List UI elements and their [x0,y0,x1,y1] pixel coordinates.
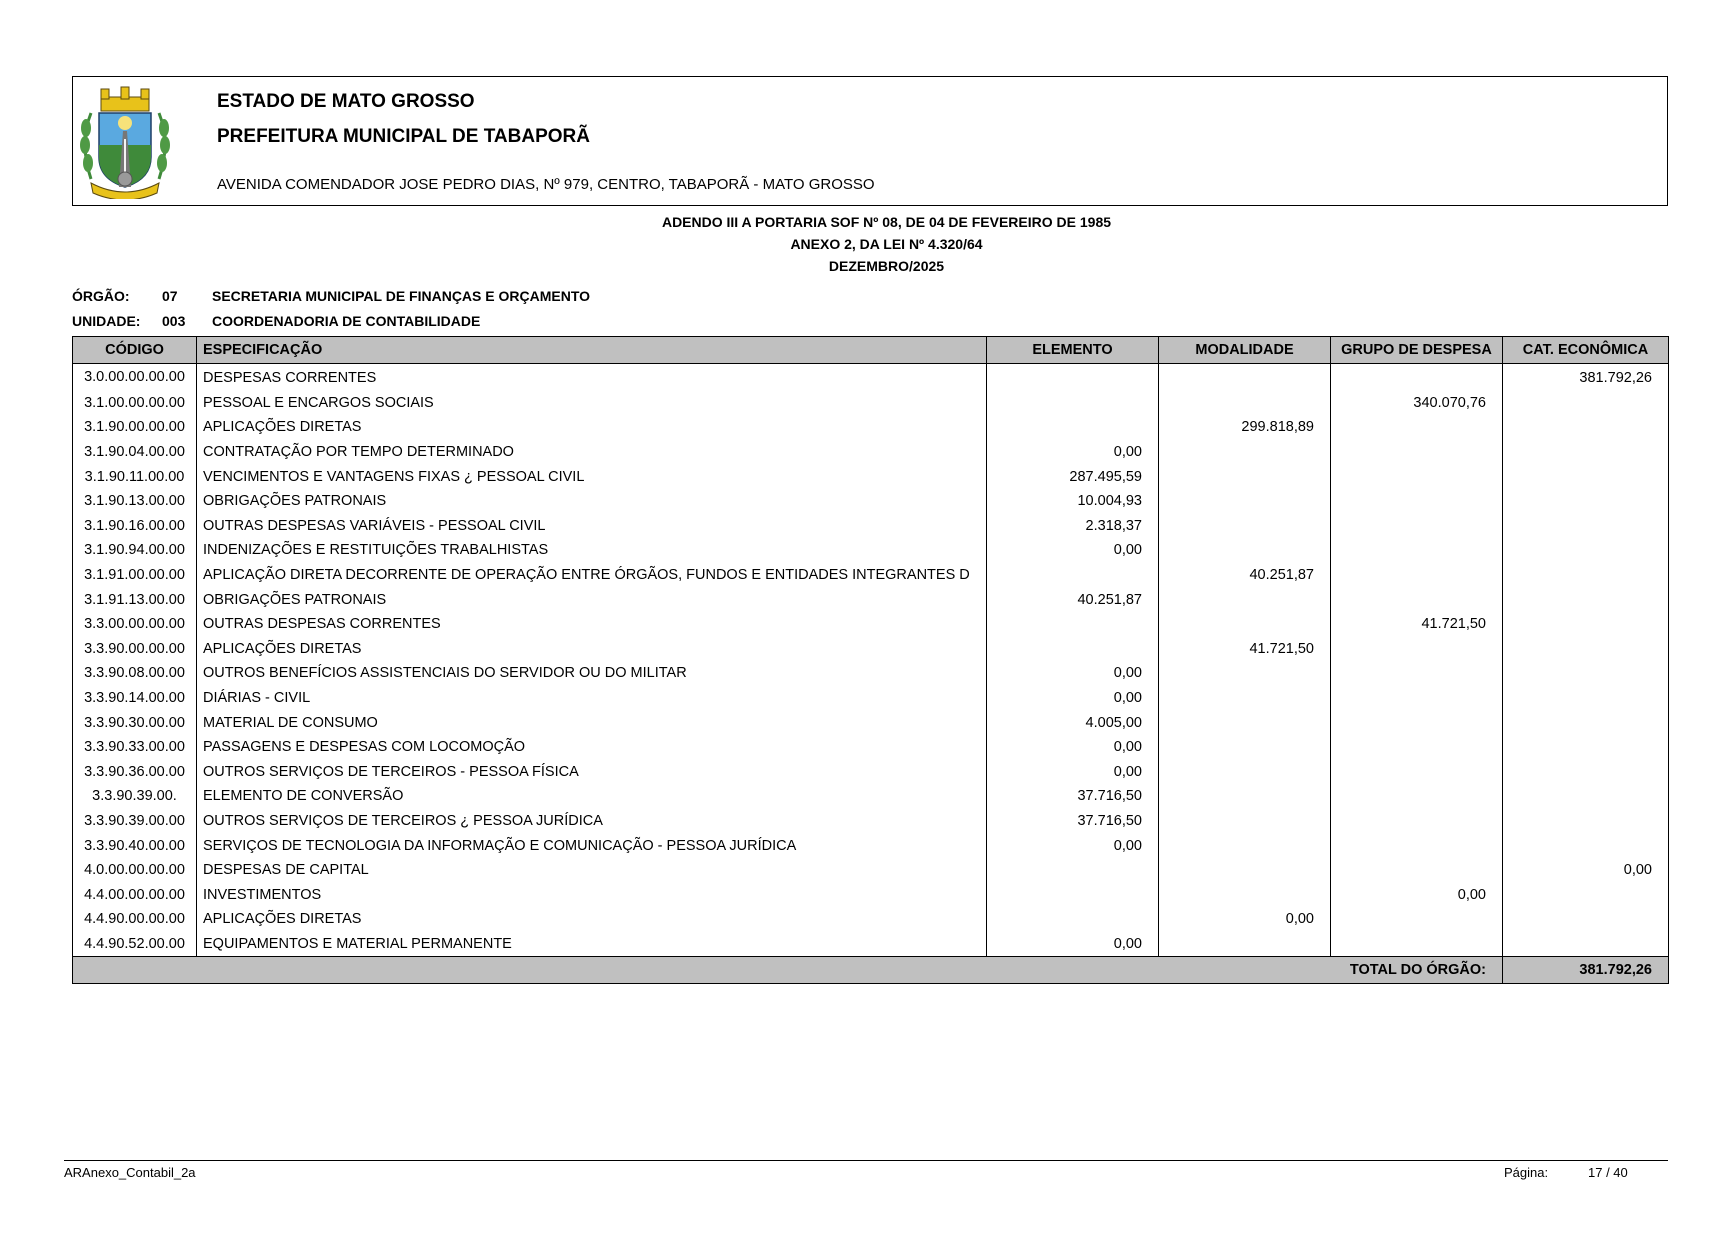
row-description: APLICAÇÃO DIRETA DECORRENTE DE OPERAÇÃO ENTRE ÓRGÃOS, FUNDOS E ENTIDADES INTEGRANTES D [197,563,987,588]
row-code: 3.1.90.00.00.00 [73,415,197,440]
row-code: 3.3.90.33.00.00 [73,735,197,760]
row-elemento: 37.716,50 [987,809,1159,834]
row-modalidade [1159,760,1331,785]
table-row [73,784,1669,809]
column-header-modalidade: MODALIDADE [1159,337,1331,364]
table-header-row [73,337,1669,364]
expense-table [72,336,1669,984]
row-description: INDENIZAÇÕES E RESTITUIÇÕES TRABALHISTAS [197,538,987,563]
row-grupo-despesa [1331,440,1503,465]
row-modalidade [1159,710,1331,735]
row-code: 3.3.90.08.00.00 [73,661,197,686]
row-grupo-despesa [1331,809,1503,834]
row-elemento: 4.005,00 [987,710,1159,735]
row-cat-economica [1503,882,1669,907]
row-cat-economica [1503,538,1669,563]
row-description: INVESTIMENTOS [197,882,987,907]
row-grupo-despesa [1331,538,1503,563]
row-modalidade [1159,391,1331,416]
row-description: APLICAÇÕES DIRETAS [197,637,987,662]
row-modalidade [1159,464,1331,489]
row-elemento [987,858,1159,883]
row-code: 3.1.90.11.00.00 [73,464,197,489]
column-header-especificacao: ESPECIFICAÇÃO [197,337,987,364]
row-code: 3.1.90.13.00.00 [73,489,197,514]
row-modalidade [1159,735,1331,760]
row-elemento: 2.318,37 [987,514,1159,539]
row-elemento [987,907,1159,932]
row-elemento [987,391,1159,416]
row-grupo-despesa [1331,464,1503,489]
row-elemento [987,612,1159,637]
row-elemento [987,882,1159,907]
municipality-name: PREFEITURA MUNICIPAL DE TABAPORÃ [217,126,590,147]
row-modalidade [1159,514,1331,539]
row-grupo-despesa [1331,833,1503,858]
address: AVENIDA COMENDADOR JOSE PEDRO DIAS, Nº 979, CENTRO, TABAPORÃ - MATO GROSSO [217,176,875,193]
row-modalidade [1159,784,1331,809]
row-description: OUTROS SERVIÇOS DE TERCEIROS ¿ PESSOA JURÍDICA [197,809,987,834]
column-header-cat-economica: CAT. ECONÔMICA [1503,337,1669,364]
row-grupo-despesa [1331,563,1503,588]
table-row [73,858,1669,883]
row-grupo-despesa [1331,710,1503,735]
row-code: 3.3.90.40.00.00 [73,833,197,858]
page-number: 17 / 40 [1588,1165,1628,1180]
row-cat-economica [1503,661,1669,686]
title-line-1: ADENDO III A PORTARIA SOF Nº 08, DE 04 DE FEVEREIRO DE 1985 [661,214,1112,230]
row-elemento: 0,00 [987,686,1159,711]
row-grupo-despesa [1331,587,1503,612]
row-cat-economica [1503,809,1669,834]
row-code: 3.3.90.30.00.00 [73,710,197,735]
column-header-codigo: CÓDIGO [73,337,197,364]
row-description: DESPESAS CORRENTES [197,364,987,391]
table-row [73,809,1669,834]
table-row [73,686,1669,711]
table-row [73,710,1669,735]
table-row [73,538,1669,563]
orgao-label: ÓRGÃO: [72,288,130,304]
row-grupo-despesa: 340.070,76 [1331,391,1503,416]
row-description: DESPESAS DE CAPITAL [197,858,987,883]
row-cat-economica [1503,833,1669,858]
row-grupo-despesa [1331,514,1503,539]
report-titles [0,211,1725,277]
row-description: DIÁRIAS - CIVIL [197,686,987,711]
row-cat-economica [1503,440,1669,465]
total-label: TOTAL DO ÓRGÃO: [73,957,1503,984]
unidade-name: COORDENADORIA DE CONTABILIDADE [212,313,481,329]
row-modalidade [1159,587,1331,612]
row-modalidade [1159,489,1331,514]
row-code: 4.4.90.52.00.00 [73,932,197,957]
table-row [73,612,1669,637]
table-row [73,514,1669,539]
table-row [73,907,1669,932]
row-grupo-despesa [1331,661,1503,686]
row-grupo-despesa [1331,858,1503,883]
row-description: PASSAGENS E DESPESAS COM LOCOMOÇÃO [197,735,987,760]
row-elemento: 0,00 [987,735,1159,760]
coat-of-arms-logo [77,83,173,199]
row-modalidade [1159,833,1331,858]
row-description: OUTRAS DESPESAS VARIÁVEIS - PESSOAL CIVIL [197,514,987,539]
total-value: 381.792,26 [1503,957,1669,984]
row-modalidade [1159,686,1331,711]
row-code: 3.1.90.16.00.00 [73,514,197,539]
row-elemento: 287.495,59 [987,464,1159,489]
row-grupo-despesa [1331,364,1503,391]
row-modalidade: 299.818,89 [1159,415,1331,440]
table-row [73,882,1669,907]
row-description: PESSOAL E ENCARGOS SOCIAIS [197,391,987,416]
state-name: ESTADO DE MATO GROSSO [217,91,475,112]
row-grupo-despesa [1331,637,1503,662]
row-code: 3.1.90.04.00.00 [73,440,197,465]
title-line-2: ANEXO 2, DA LEI Nº 4.320/64 [790,236,983,252]
row-elemento: 0,00 [987,932,1159,957]
row-cat-economica: 0,00 [1503,858,1669,883]
row-description: SERVIÇOS DE TECNOLOGIA DA INFORMAÇÃO E COMUNICAÇÃO - PESSOA JURÍDICA [197,833,987,858]
row-cat-economica [1503,907,1669,932]
row-grupo-despesa [1331,760,1503,785]
row-code: 3.3.90.39.00. [73,784,197,809]
table-row [73,364,1669,391]
orgao-name: SECRETARIA MUNICIPAL DE FINANÇAS E ORÇAMENTO [212,288,591,304]
row-cat-economica [1503,760,1669,785]
row-grupo-despesa [1331,932,1503,957]
row-cat-economica [1503,735,1669,760]
row-code: 3.3.90.14.00.00 [73,686,197,711]
table-row [73,391,1669,416]
row-code: 3.3.90.36.00.00 [73,760,197,785]
row-modalidade [1159,809,1331,834]
table-row [73,760,1669,785]
row-grupo-despesa [1331,415,1503,440]
row-description: ELEMENTO DE CONVERSÃO [197,784,987,809]
row-code: 4.0.00.00.00.00 [73,858,197,883]
title-line-3: DEZEMBRO/2025 [828,258,945,274]
row-description: CONTRATAÇÃO POR TEMPO DETERMINADO [197,440,987,465]
row-elemento: 0,00 [987,833,1159,858]
footer-divider [64,1160,1668,1161]
row-code: 3.1.91.00.00.00 [73,563,197,588]
row-cat-economica [1503,587,1669,612]
row-elemento: 40.251,87 [987,587,1159,612]
row-cat-economica [1503,637,1669,662]
row-elemento: 0,00 [987,538,1159,563]
row-grupo-despesa [1331,686,1503,711]
row-cat-economica [1503,710,1669,735]
row-elemento: 37.716,50 [987,784,1159,809]
row-modalidade [1159,612,1331,637]
row-code: 3.1.00.00.00.00 [73,391,197,416]
row-cat-economica [1503,612,1669,637]
row-modalidade [1159,858,1331,883]
row-code: 4.4.00.00.00.00 [73,882,197,907]
row-modalidade [1159,882,1331,907]
row-modalidade: 41.721,50 [1159,637,1331,662]
row-description: OUTRAS DESPESAS CORRENTES [197,612,987,637]
row-grupo-despesa [1331,735,1503,760]
row-cat-economica [1503,514,1669,539]
table-row [73,440,1669,465]
row-elemento [987,637,1159,662]
row-modalidade [1159,538,1331,563]
row-cat-economica [1503,784,1669,809]
row-description: EQUIPAMENTOS E MATERIAL PERMANENTE [197,932,987,957]
row-description: VENCIMENTOS E VANTAGENS FIXAS ¿ PESSOAL CIVIL [197,464,987,489]
row-code: 3.3.90.39.00.00 [73,809,197,834]
row-grupo-despesa [1331,489,1503,514]
row-modalidade [1159,661,1331,686]
row-elemento [987,563,1159,588]
row-code: 3.1.90.94.00.00 [73,538,197,563]
row-description: OBRIGAÇÕES PATRONAIS [197,587,987,612]
table-row [73,932,1669,957]
report-name: ARAnexo_Contabil_2a [64,1165,196,1180]
row-modalidade [1159,364,1331,391]
row-grupo-despesa [1331,907,1503,932]
unidade-code: 003 [162,313,186,329]
table-row [73,587,1669,612]
page-label: Página: [1504,1165,1549,1180]
letterhead [72,76,1668,206]
row-cat-economica [1503,464,1669,489]
row-code: 4.4.90.00.00.00 [73,907,197,932]
row-grupo-despesa: 0,00 [1331,882,1503,907]
row-modalidade [1159,440,1331,465]
row-modalidade: 0,00 [1159,907,1331,932]
row-cat-economica [1503,686,1669,711]
row-description: OBRIGAÇÕES PATRONAIS [197,489,987,514]
row-grupo-despesa: 41.721,50 [1331,612,1503,637]
row-elemento [987,364,1159,391]
row-description: MATERIAL DE CONSUMO [197,710,987,735]
row-code: 3.0.00.00.00.00 [73,364,197,391]
total-row [73,957,1669,984]
row-code: 3.3.00.00.00.00 [73,612,197,637]
row-elemento: 0,00 [987,440,1159,465]
column-header-grupo-despesa: GRUPO DE DESPESA [1331,337,1503,364]
row-elemento: 0,00 [987,661,1159,686]
row-code: 3.3.90.00.00.00 [73,637,197,662]
table-row [73,415,1669,440]
table-row [73,833,1669,858]
table-row [73,661,1669,686]
row-modalidade: 40.251,87 [1159,563,1331,588]
row-elemento [987,415,1159,440]
column-header-elemento: ELEMENTO [987,337,1159,364]
row-description: APLICAÇÕES DIRETAS [197,907,987,932]
table-row [73,563,1669,588]
row-description: OUTROS BENEFÍCIOS ASSISTENCIAIS DO SERVIDOR OU DO MILITAR [197,661,987,686]
table-row [73,735,1669,760]
row-cat-economica [1503,415,1669,440]
row-cat-economica [1503,489,1669,514]
row-description: OUTROS SERVIÇOS DE TERCEIROS - PESSOA FÍSICA [197,760,987,785]
row-cat-economica [1503,391,1669,416]
unidade-label: UNIDADE: [72,313,141,329]
row-cat-economica [1503,932,1669,957]
row-elemento: 10.004,93 [987,489,1159,514]
row-cat-economica [1503,563,1669,588]
row-code: 3.1.91.13.00.00 [73,587,197,612]
orgao-code: 07 [162,288,178,304]
row-elemento: 0,00 [987,760,1159,785]
row-grupo-despesa [1331,784,1503,809]
table-row [73,637,1669,662]
table-row [73,464,1669,489]
table-row [73,489,1669,514]
row-description: APLICAÇÕES DIRETAS [197,415,987,440]
row-modalidade [1159,932,1331,957]
row-cat-economica: 381.792,26 [1503,364,1669,391]
